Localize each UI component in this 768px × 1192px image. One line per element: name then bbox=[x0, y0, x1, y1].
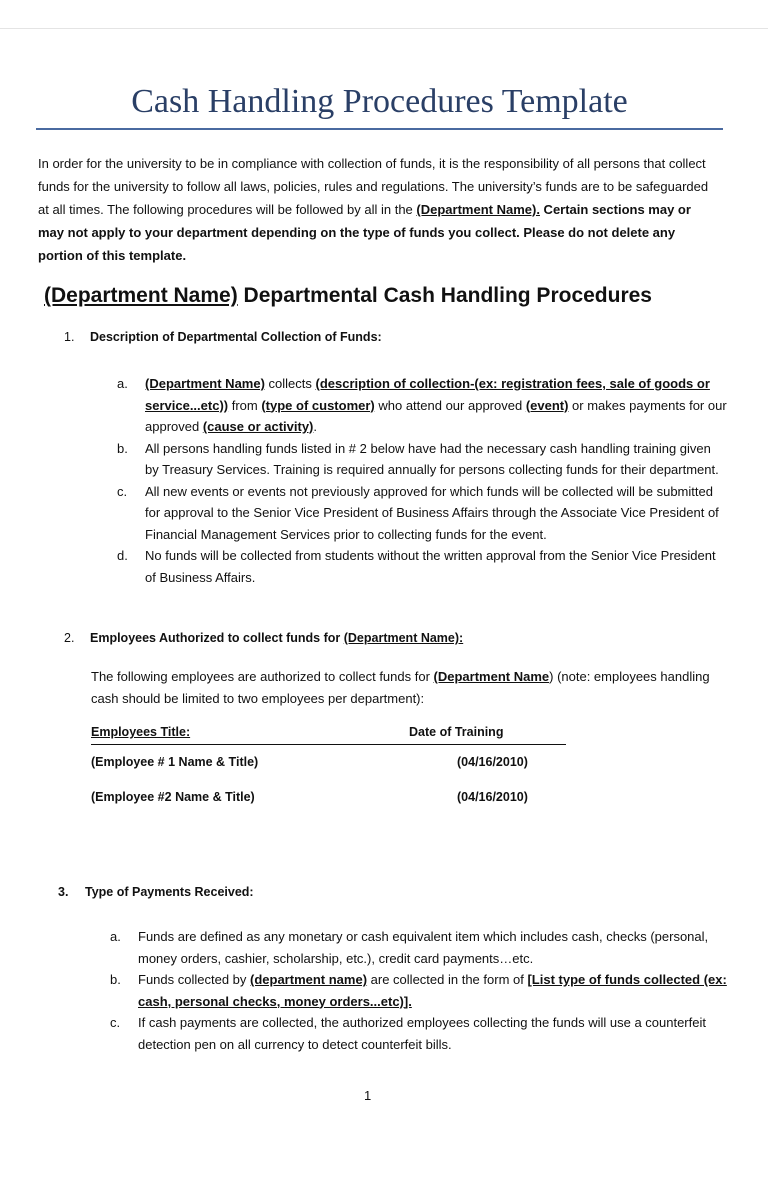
list-marker: c. bbox=[110, 1015, 121, 1030]
list-marker: b. bbox=[110, 972, 121, 987]
item-text: Funds collected by bbox=[138, 972, 251, 987]
item-text: who attend our approved bbox=[374, 397, 526, 413]
section-3-list bbox=[110, 926, 730, 1055]
training-date: (04/16/2010) bbox=[457, 790, 528, 804]
employee-name: (Employee # 1 Name & Title) bbox=[91, 755, 259, 769]
training-date: (04/16/2010) bbox=[457, 755, 528, 769]
title-divider bbox=[36, 128, 723, 130]
item-text: All persons handling funds listed in # 2 below have had the necessary cash handling training given by Treasury Services. Training is required annually for persons collecting funds for their department. bbox=[145, 440, 719, 477]
section-2-dept-placeholder: (Department Name): bbox=[343, 631, 464, 645]
list-item bbox=[110, 969, 730, 1012]
column-header-date: Date of Training bbox=[409, 725, 504, 739]
list-item bbox=[117, 481, 727, 546]
section-3-title: Type of Payments Received: bbox=[85, 885, 254, 899]
list-marker: c. bbox=[117, 483, 128, 499]
item-text: . bbox=[313, 419, 317, 434]
section-2-number: 2. bbox=[64, 631, 75, 645]
section-2-heading bbox=[64, 631, 463, 645]
list-marker: b. bbox=[117, 440, 128, 456]
employees-table bbox=[91, 725, 566, 815]
table-header bbox=[91, 725, 566, 745]
list-item bbox=[117, 545, 727, 588]
list-marker: a. bbox=[117, 376, 128, 391]
item-text: All new events or events not previously approved for which funds will be collected will be submitted for approval to the Senior Vice President of Business Affairs through the Associate Vice President of Financial Management Services prior to collecting funds for the event. bbox=[145, 483, 719, 542]
section-2-paragraph bbox=[91, 666, 721, 709]
employee-name: (Employee #2 Name & Title) bbox=[91, 790, 255, 804]
item-text: Funds are defined as any monetary or cash equivalent item which includes cash, checks (personal, money orders, cashier, scholarship, etc.), credit card payments…etc. bbox=[138, 929, 709, 966]
item-text: No funds will be collected from students without the written approval from the Senior Vice President of Business Affairs. bbox=[145, 548, 716, 585]
intro-dept-placeholder: (Department Name). bbox=[416, 202, 540, 217]
top-border bbox=[0, 28, 768, 29]
list-item bbox=[110, 1012, 730, 1055]
intro-paragraph bbox=[38, 152, 720, 267]
section-1-title: Description of Departmental Collection of Funds: bbox=[90, 330, 382, 344]
section-1-number: 1. bbox=[64, 330, 75, 344]
page-number: 1 bbox=[364, 1088, 372, 1103]
item-text: or makes payments for our approved bbox=[145, 397, 727, 434]
dept-placeholder: (Department Name) bbox=[145, 376, 265, 391]
heading-text: Departmental Cash Handling Procedures bbox=[237, 284, 652, 307]
list-item bbox=[117, 438, 727, 481]
section-2-title: Employees Authorized to collect funds for bbox=[90, 631, 344, 645]
paragraph-dept-placeholder: (Department Name bbox=[433, 669, 550, 684]
item-text: If cash payments are collected, the authorized employees collecting the funds will use a counterfeit detection pen on all currency to detect counterfeit bills. bbox=[138, 1015, 706, 1052]
column-header-title: Employees Title: bbox=[91, 725, 191, 739]
paragraph-text: The following employees are authorized to collect funds for bbox=[91, 669, 434, 684]
intro-text: In order for the university to be in compliance with collection of funds, it is the responsibility of all persons that collect funds for the university to follow all laws, policies, rules and regulations. The university’s funds are to be safeguarded at all times. The following procedures will be followed by all in the bbox=[38, 156, 709, 217]
list-item bbox=[117, 373, 727, 438]
section-3-number: 3. bbox=[58, 885, 69, 899]
collection-description-placeholder: (description of collection-(ex: registration fees, sale of goods or service...etc)) bbox=[145, 376, 710, 413]
section-1-heading bbox=[64, 330, 382, 344]
item-text: from bbox=[228, 397, 262, 413]
list-marker: d. bbox=[117, 548, 128, 563]
funds-type-placeholder: [List type of funds collected (ex: cash, personal checks, money orders...etc)]. bbox=[138, 972, 727, 1009]
list-marker: a. bbox=[110, 929, 121, 944]
heading-dept-placeholder: (Department Name) bbox=[44, 284, 238, 307]
intro-bold-text: Certain sections may or may not apply to your department depending on the type of funds you collect. Please do not delete any portion of this template. bbox=[38, 202, 691, 263]
item-text: are collected in the form of bbox=[367, 972, 528, 987]
item-text: collects bbox=[264, 376, 316, 391]
department-heading bbox=[44, 282, 652, 310]
table-row bbox=[91, 745, 566, 780]
list-item bbox=[110, 926, 730, 969]
dept-placeholder: (department name) bbox=[250, 972, 368, 987]
section-1-list bbox=[117, 373, 727, 588]
cause-placeholder: (cause or activity) bbox=[202, 419, 314, 434]
section-3-heading bbox=[58, 885, 254, 899]
table-row bbox=[91, 780, 566, 815]
paragraph-text: ) (note: employees handling cash should be limited to two employees per department): bbox=[91, 669, 710, 706]
document-title: Cash Handling Procedures Template bbox=[131, 83, 628, 120]
customer-type-placeholder: (type of customer) bbox=[261, 397, 375, 413]
event-placeholder: (event) bbox=[525, 397, 569, 413]
